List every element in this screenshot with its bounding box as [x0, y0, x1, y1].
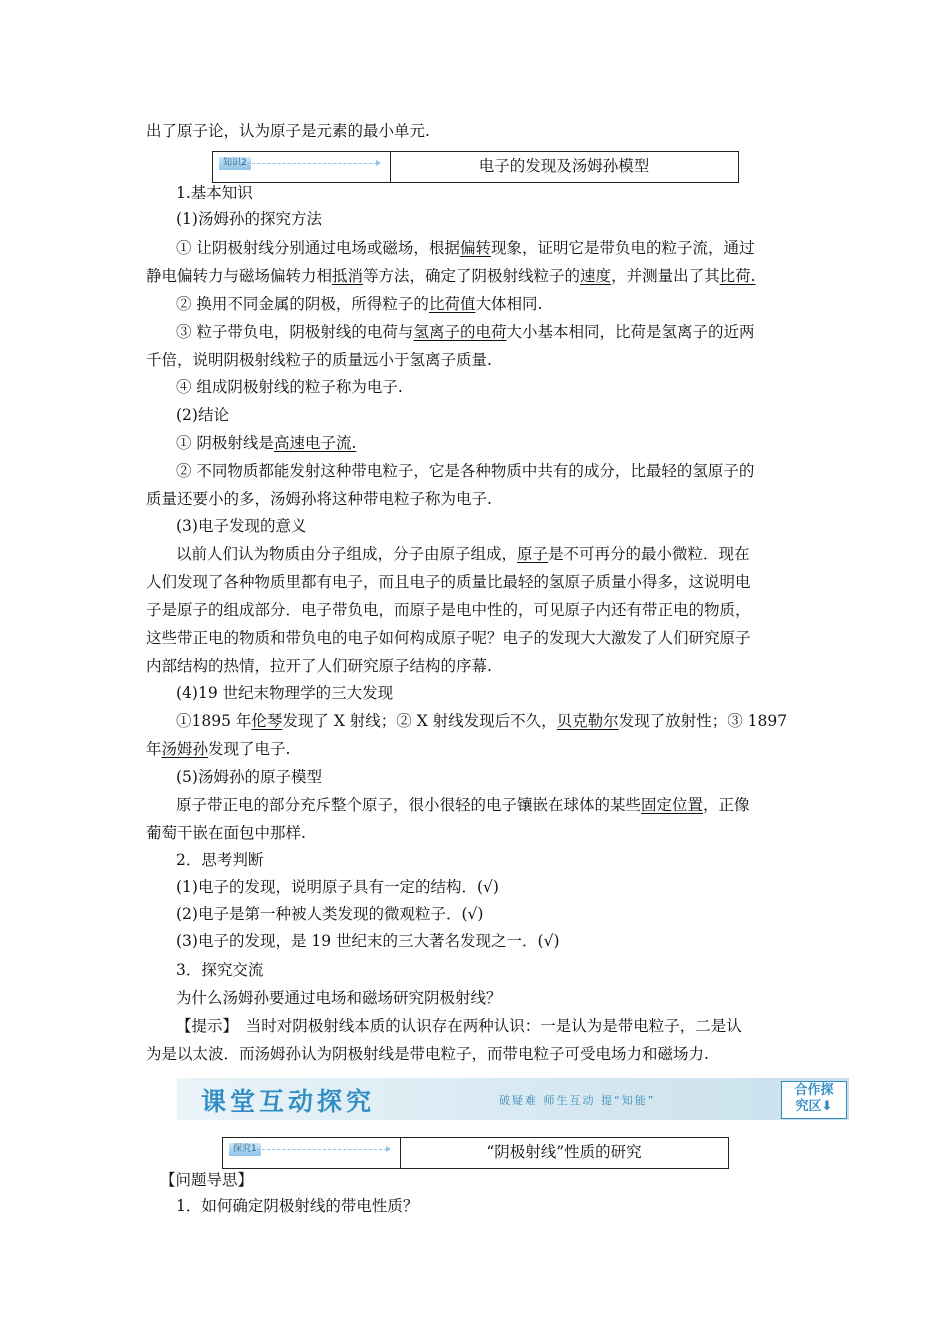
paragraph-line: 千倍，说明阴极射线粒子的质量远小于氢离子质量. — [146, 351, 492, 369]
paragraph-line: 子是原子的组成部分．电子带负电，而原子是电中性的，可见原子内还有带正电的物质， — [146, 601, 751, 619]
judgment-item: (2)电子是第一种被人类发现的微观粒子．(√) — [176, 905, 484, 923]
section-tag-cell — [223, 1138, 401, 1168]
heading: 3．探究交流 — [176, 961, 264, 979]
paragraph-line: ② 换用不同金属的阴极，所得粒子的比荷值大体相同. — [176, 295, 543, 313]
blank-answer: 汤姆孙 — [161, 740, 209, 758]
text-line: 出了原子论，认为原子是元素的最小单元. — [146, 122, 430, 140]
blank-answer: 氢离子的电荷 — [413, 323, 507, 341]
hint-line: 【提示】 当时对阴极射线本质的认识存在两种认识：一是认为是带电粒子，二是认 — [176, 1017, 742, 1035]
paragraph-line: 质量还要小的多，汤姆孙将这种带电粒子称为电子. — [146, 490, 492, 508]
paragraph-line: 年汤姆孙发现了电子. — [146, 740, 291, 758]
paragraph-line: ①1895 年伦琴发现了 X 射线；② X 射线发现后不久，贝克勒尔发现了放射性；③ 1897 — [176, 712, 788, 730]
subheading: (5)汤姆孙的原子模型 — [176, 768, 322, 786]
banner-area-badge: 合作探 究区⬇ — [781, 1081, 847, 1119]
subheading: (2)结论 — [176, 406, 229, 424]
paragraph-line: ④ 组成阴极射线的粒子称为电子. — [176, 378, 403, 396]
heading: 2．思考判断 — [176, 851, 264, 869]
paragraph-line: 以前人们认为物质由分子组成，分子由原子组成，原子是不可再分的最小微粒．现在 — [176, 545, 750, 563]
hint-line: 为是以太波．而汤姆孙认为阴极射线是带电粒子，而带电粒子可受电场力和磁场力. — [146, 1045, 709, 1063]
paragraph-line: 内部结构的热情，拉开了人们研究原子结构的序幕. — [146, 657, 492, 675]
judgment-item: (1)电子的发现，说明原子具有一定的结构．(√) — [176, 878, 499, 896]
blank-answer: 贝克勒尔 — [556, 712, 619, 730]
heading: 1.基本知识 — [176, 184, 253, 202]
banner-subtitle: 破疑难 师生互动 提“知能” — [499, 1094, 656, 1107]
blank-answer: 抵消 — [332, 267, 364, 285]
question: 1．如何确定阴极射线的带电性质？ — [176, 1197, 419, 1215]
paragraph-line: 静电偏转力与磁场偏转力相抵消等方法，确定了阴极射线粒子的速度，并测量出了其比荷. — [146, 267, 756, 285]
section-title: “阴极射线”性质的研究 — [486, 1143, 642, 1161]
paragraph-line: 原子带正电的部分充斥整个原子，很小很轻的电子镶嵌在球体的某些固定位置，正像 — [176, 796, 750, 814]
blank-answer: 比荷. — [719, 267, 756, 285]
section-banner — [177, 1078, 849, 1120]
subheading: (1)汤姆孙的探究方法 — [176, 210, 322, 228]
banner-title: 课堂互动探究 — [201, 1087, 376, 1116]
blank-answer: 偏转 — [459, 239, 491, 257]
paragraph-line: ② 不同物质都能发射这种带电粒子，它是各种物质中共有的成分，比最轻的氢原子的 — [176, 462, 755, 480]
paragraph-line: ① 阴极射线是高速电子流. — [176, 434, 357, 452]
subheading: (4)19 世纪末物理学的三大发现 — [176, 684, 394, 702]
blank-answer: 高速电子流. — [273, 434, 357, 452]
section-tag: 探究1 — [229, 1143, 261, 1156]
section-title: 电子的发现及汤姆孙模型 — [478, 157, 650, 175]
judgment-item: (3)电子的发现，是 19 世纪末的三大著名发现之一．(√) — [176, 932, 560, 950]
paragraph-line: 葡萄干嵌在面包中那样. — [146, 824, 306, 842]
blank-answer: 原子 — [517, 545, 549, 563]
heading: 【问题导思】 — [160, 1171, 254, 1189]
paragraph-line: 人们发现了各种物质里都有电子，而且电子的质量比最轻的氢原子质量小得多，这说明电 — [146, 573, 751, 591]
section-tag: 知识2 — [219, 157, 251, 170]
subheading: (3)电子发现的意义 — [176, 517, 307, 535]
section-header — [222, 1137, 729, 1169]
question: 为什么汤姆孙要通过电场和磁场研究阴极射线？ — [176, 989, 502, 1007]
arrow-icon — [247, 163, 377, 164]
paragraph-line: ① 让阴极射线分别通过电场或磁场，根据偏转现象，证明它是带负电的粒子流，通过 — [176, 239, 755, 257]
paragraph-line: ③ 粒子带负电，阴极射线的电荷与氢离子的电荷大小基本相同，比荷是氢离子的近两 — [176, 323, 755, 341]
paragraph-line: 这些带正电的物质和带负电的电子如何构成原子呢？电子的发现大大激发了人们研究原子 — [146, 629, 751, 647]
section-tag-cell — [213, 152, 391, 182]
arrow-icon — [257, 1149, 387, 1150]
blank-answer: 固定位置 — [641, 796, 704, 814]
blank-answer: 比荷值 — [428, 295, 476, 313]
blank-answer: 速度 — [580, 267, 612, 285]
section-header — [212, 151, 739, 183]
blank-answer: 伦琴 — [251, 712, 283, 730]
